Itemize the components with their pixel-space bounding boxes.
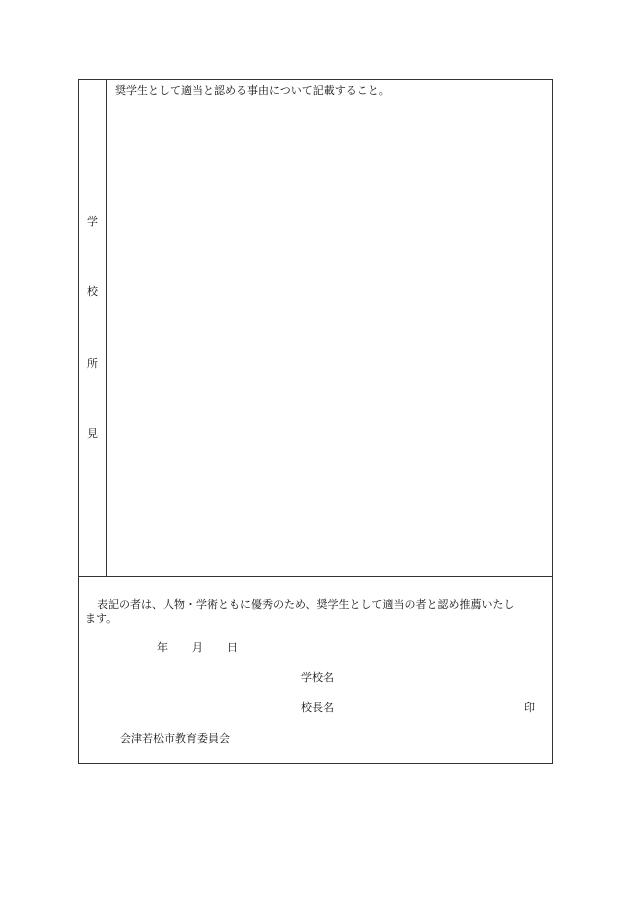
recommendation-statement-line-2: ます。 — [85, 612, 118, 625]
side-label-char-1: 学 — [87, 215, 98, 228]
side-label-char-3: 所 — [87, 357, 98, 370]
addressee: 会津若松市教育委員会 — [120, 732, 230, 745]
date-month-label: 月 — [192, 641, 203, 654]
date-year-label: 年 — [157, 641, 168, 654]
date-day-label: 日 — [227, 641, 238, 654]
side-label-char-2: 校 — [87, 285, 98, 298]
seal-mark: 印 — [524, 701, 535, 714]
opinion-instruction: 奨学生として適当と認める事由について記載すること。 — [115, 84, 390, 97]
principal-name-label: 校長名 — [301, 701, 334, 714]
recommendation-section — [79, 577, 552, 763]
school-opinion-section — [79, 80, 552, 577]
recommendation-statement-line-1: 表記の者は、人物・学術ともに優秀のため、奨学生として適当の者と認め推薦いたし — [97, 598, 515, 611]
school-opinion-label-column — [79, 80, 107, 576]
side-label-char-4: 見 — [87, 427, 98, 440]
school-name-label: 学校名 — [301, 671, 334, 684]
recommendation-form — [78, 79, 553, 764]
